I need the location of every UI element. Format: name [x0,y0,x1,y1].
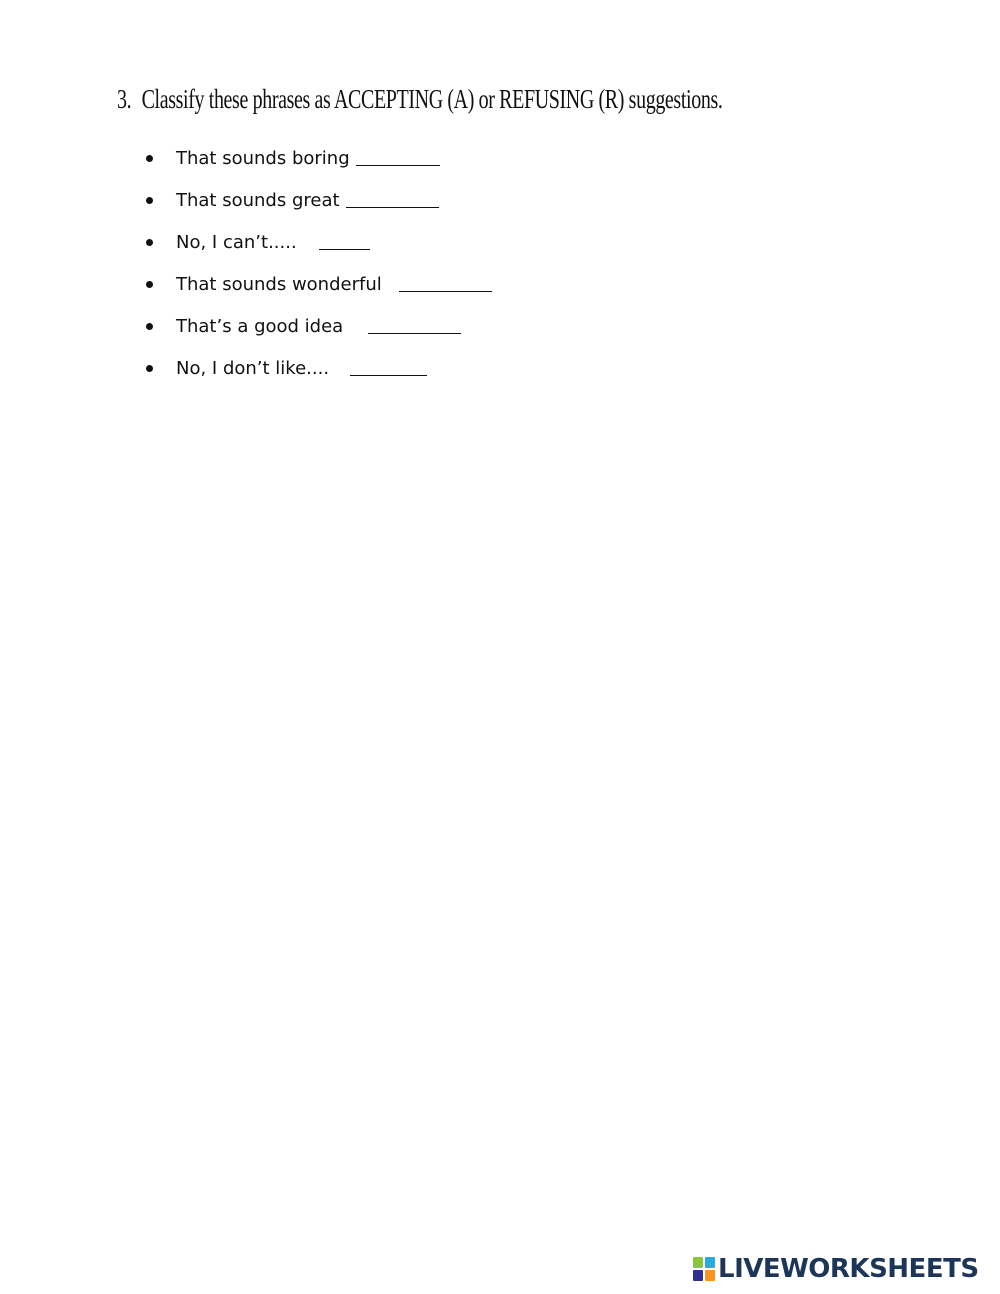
phrase-text: That sounds wonderful [176,274,382,295]
bullet-icon [146,155,153,162]
logo-square-v [693,1270,703,1281]
phrase-text: No, I don’t like.... [176,358,330,379]
list-item [146,188,492,230]
answer-blank[interactable] [350,356,427,376]
answer-blank[interactable] [399,272,492,292]
list-item [146,314,492,356]
answer-blank[interactable] [319,230,370,250]
answer-blank[interactable] [368,314,461,334]
list-item [146,230,492,272]
bullet-icon [146,281,153,288]
answer-blank[interactable] [356,146,440,166]
question-heading [117,84,722,115]
list-item [146,356,492,398]
phrase-text: That sounds boring [176,148,350,169]
question-number: 3. [117,84,132,114]
logo-square-e [705,1270,715,1281]
liveworksheets-logo [693,1255,979,1283]
list-item [146,146,492,188]
phrase-text: No, I can’t..... [176,232,297,253]
logo-square-i [705,1257,715,1268]
answer-blank[interactable] [346,188,439,208]
bullet-icon [146,323,153,330]
liveworksheets-logo-icon [693,1257,715,1281]
logo-text: LIVEWORKSHEETS [718,1254,979,1284]
bullet-icon [146,197,153,204]
list-item [146,272,492,314]
phrase-list [146,146,492,398]
bullet-icon [146,239,153,246]
logo-square-l [693,1257,703,1268]
question-text: Classify these phrases as ACCEPTING (A) or REFUSING (R) suggestions. [141,84,723,114]
bullet-icon [146,365,153,372]
phrase-text: That sounds great [176,190,340,211]
phrase-text: That’s a good idea [176,316,344,337]
